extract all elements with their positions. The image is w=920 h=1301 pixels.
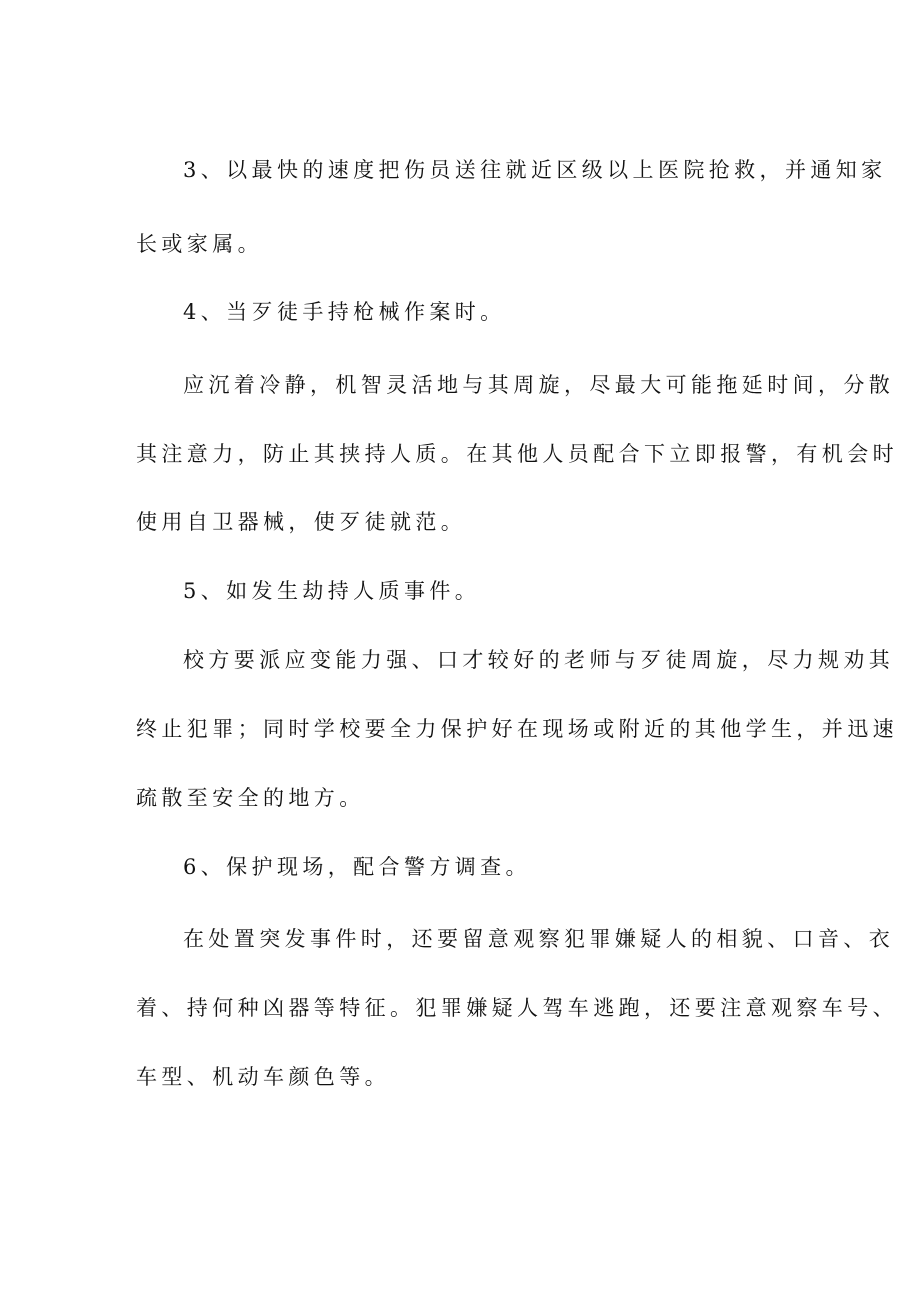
item-5-para-line-2: 终止犯罪；同时学校要全力保护好在现场或附近的其他学生，并迅速 (136, 717, 898, 741)
item-4-para-line-2: 其注意力，防止其挟持人质。在其他人员配合下立即报警，有机会时 (136, 442, 898, 466)
item-6-para-line-2: 着、持何种凶器等特征。犯罪嫌疑人驾车逃跑，还要注意观察车号、 (136, 996, 898, 1020)
item-3-line-2: 长或家属。 (136, 232, 263, 256)
item-6-para-line-1: 在处置突发事件时，还要留意观察犯罪嫌疑人的相貌、口音、衣 (183, 927, 895, 951)
item-6-para-line-3: 车型、机动车颜色等。 (136, 1065, 390, 1089)
item-4-heading: 4、当歹徒手持枪械作案时。 (183, 300, 506, 324)
item-5-para-line-1: 校方要派应变能力强、口才较好的老师与歹徒周旋，尽力规劝其 (183, 648, 895, 672)
item-4-para-line-3: 使用自卫器械，使歹徒就范。 (136, 510, 467, 534)
item-4-para-line-1: 应沉着冷静，机智灵活地与其周旋，尽最大可能拖延时间，分散 (183, 373, 895, 397)
item-5-para-line-3: 疏散至安全的地方。 (136, 786, 365, 810)
item-6-heading: 6、保护现场，配合警方调查。 (183, 855, 531, 879)
item-3-line-1: 3、以最快的速度把伤员送往就近区级以上医院抢救，并通知家 (183, 158, 887, 182)
item-5-heading: 5、如发生劫持人质事件。 (183, 579, 481, 603)
